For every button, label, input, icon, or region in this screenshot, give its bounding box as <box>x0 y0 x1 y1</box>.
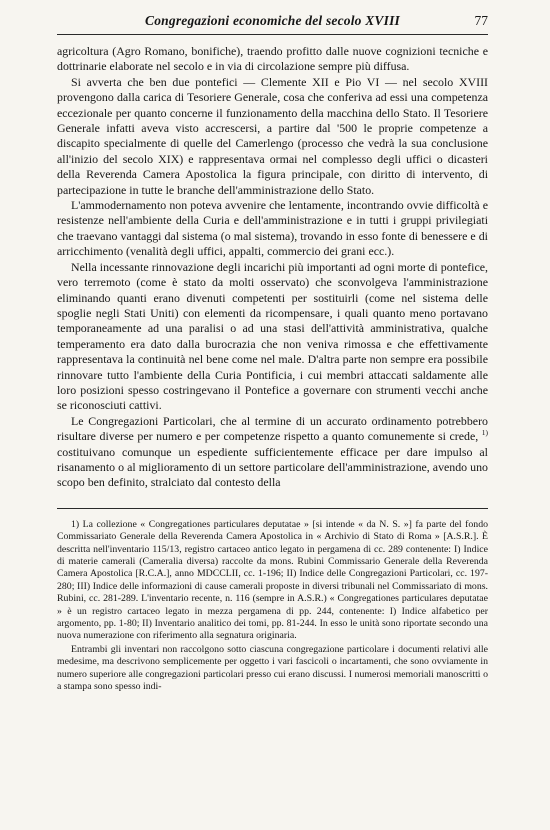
paragraph: Nella incessante rinnovazione degli incarichi più importanti ad ogni morte di pontefice, vero terremoto (come è stato da molti osservato) che sconvolgeva l'amministrazione eliminando quanti erano divenuti competenti per sostituirli (come nel sistema delle spoglie negli Stati Uniti) con elementi da ricompensare, i quali quanto meno portavano temporaneamente ad una paralisi o ad una stasi dell'attività amministrativa, qualche temperamento era dato dalla burocrazia che non veniva rimossa e che effettivamente rappresentava la continuità nel bene come nel male. D'altra parte non sempre era possibile rinnovare tutto l'ambiente della Curia Pontificia, i cui membri attaccati saldamente alle loro posizioni spesso costringevano il Pontefice a governare con strumenti vecchi anche se riconosciuti cattivi. <box>57 259 488 413</box>
paragraph-text: costituivano comunque un espediente sufficientemente efficace per dare impulso al risanamento o al miglioramento di un settore particolare dell'amministrazione, avendo uno scopo ben definito, stralciato dal contesto della <box>57 444 488 490</box>
running-head <box>57 8 488 35</box>
footnote: 1) La collezione « Congregationes particulares deputatae » [si intende « da N. S. »] fa parte del fondo Commissariato Generale della Reverenda Camera Apostolica in « Archivio di Stato di Roma » [A.S.R.]. È descritta nell'inventario 115/13, registro cartaceo antico legato in pergamena di cc. 289 contenente: I) Indice di materie camerali (Cameralia diversa) raccolte da mons. Rubini Commissario Generale della Reverenda Camera Apostolica [R.C.A.], anno MDCCLII, cc. 1-196; II) Indice delle Congregazioni Particolari, cc. 197-280; III) Indice delle informazioni di cause camerali proposte in diversi tribunali nel Commissariato di mons. Rubini, cc. 281-289. L'inventario recente, n. 116 (sempre in A.S.R.) « Congregationes particulares deputatae » è un registro cartaceo legato in mezza pergamena di pp. 244, contenente: I) Indice alfabetico per argomento, pp. 1-80; II) Inventario analitico dei tomi, pp. 81-244. In esso le unità sono riportate secondo una nuova numerazione con riferimento alla segnatura originaria. <box>57 518 488 642</box>
page-number: 77 <box>474 13 488 28</box>
paragraph-text: Le Congregazioni Particolari, che al termine di un accurato ordinamento potrebbero risultare diverse per numero e per competenze rispetto a quanto comunemente si crede, <box>57 413 488 444</box>
body-text <box>57 44 488 491</box>
running-title: Congregazioni economiche del secolo XVIII <box>145 13 400 28</box>
paragraph: L'ammodernamento non poteva avvenire che lentamente, incontrando ovvie difficoltà e resistenze nell'ambiente della Curia e dell'amministrazione e in tutti i gruppi privilegiati che traevano vantaggi dal sistema (o mal sistema), trovando in esso fonte di benessere e di arricchimento (venalità degli uffici, appalti, commercio dei grani ecc.). <box>57 198 488 259</box>
footnotes <box>57 508 488 694</box>
paragraph <box>57 414 488 491</box>
footnote-reference: 1) <box>481 428 488 438</box>
paragraph: Si avverta che ben due pontefici — Clemente XII e Pio VI — nel secolo XVIII provengono dalla carica di Tesoriere Generale, cosa che conferiva ad essi una competenza eccezionale per quanto concerne il funzionamento della macchina dello Stato. Il Tesoriere Generale infatti aveva visto accrescersi, a partire dal '500 le proprie competenze a discapito specialmente di quelle del Camerlengo (processo che vedrà la sua conclusione all'inizio del secolo XIX) e rappresentava ormai nel complesso degli uffici o dicasteri della Reverenda Camera Apostolica la figura principale, con diritto di intervento, di partecipazione in tutte le branche dell'amministrazione dello Stato. <box>57 74 488 197</box>
footnote: Entrambi gli inventari non raccolgono sotto ciascuna congregazione particolare i documenti relativi alle medesime, ma descrivono semplicemente per oggetto i vari fascicoli o incartamenti, che sono ovviamente in numero superiore alle congregazioni particolari presso cui erano discussi. I numerosi memoriali manoscritti o a stampa sono spesso indi- <box>57 643 488 693</box>
paragraph: agricoltura (Agro Romano, bonifiche), traendo profitto dalle nuove cognizioni tecniche e dottrinarie elaborate nel secolo e in via di circolazione sempre più diffusa. <box>57 44 488 74</box>
